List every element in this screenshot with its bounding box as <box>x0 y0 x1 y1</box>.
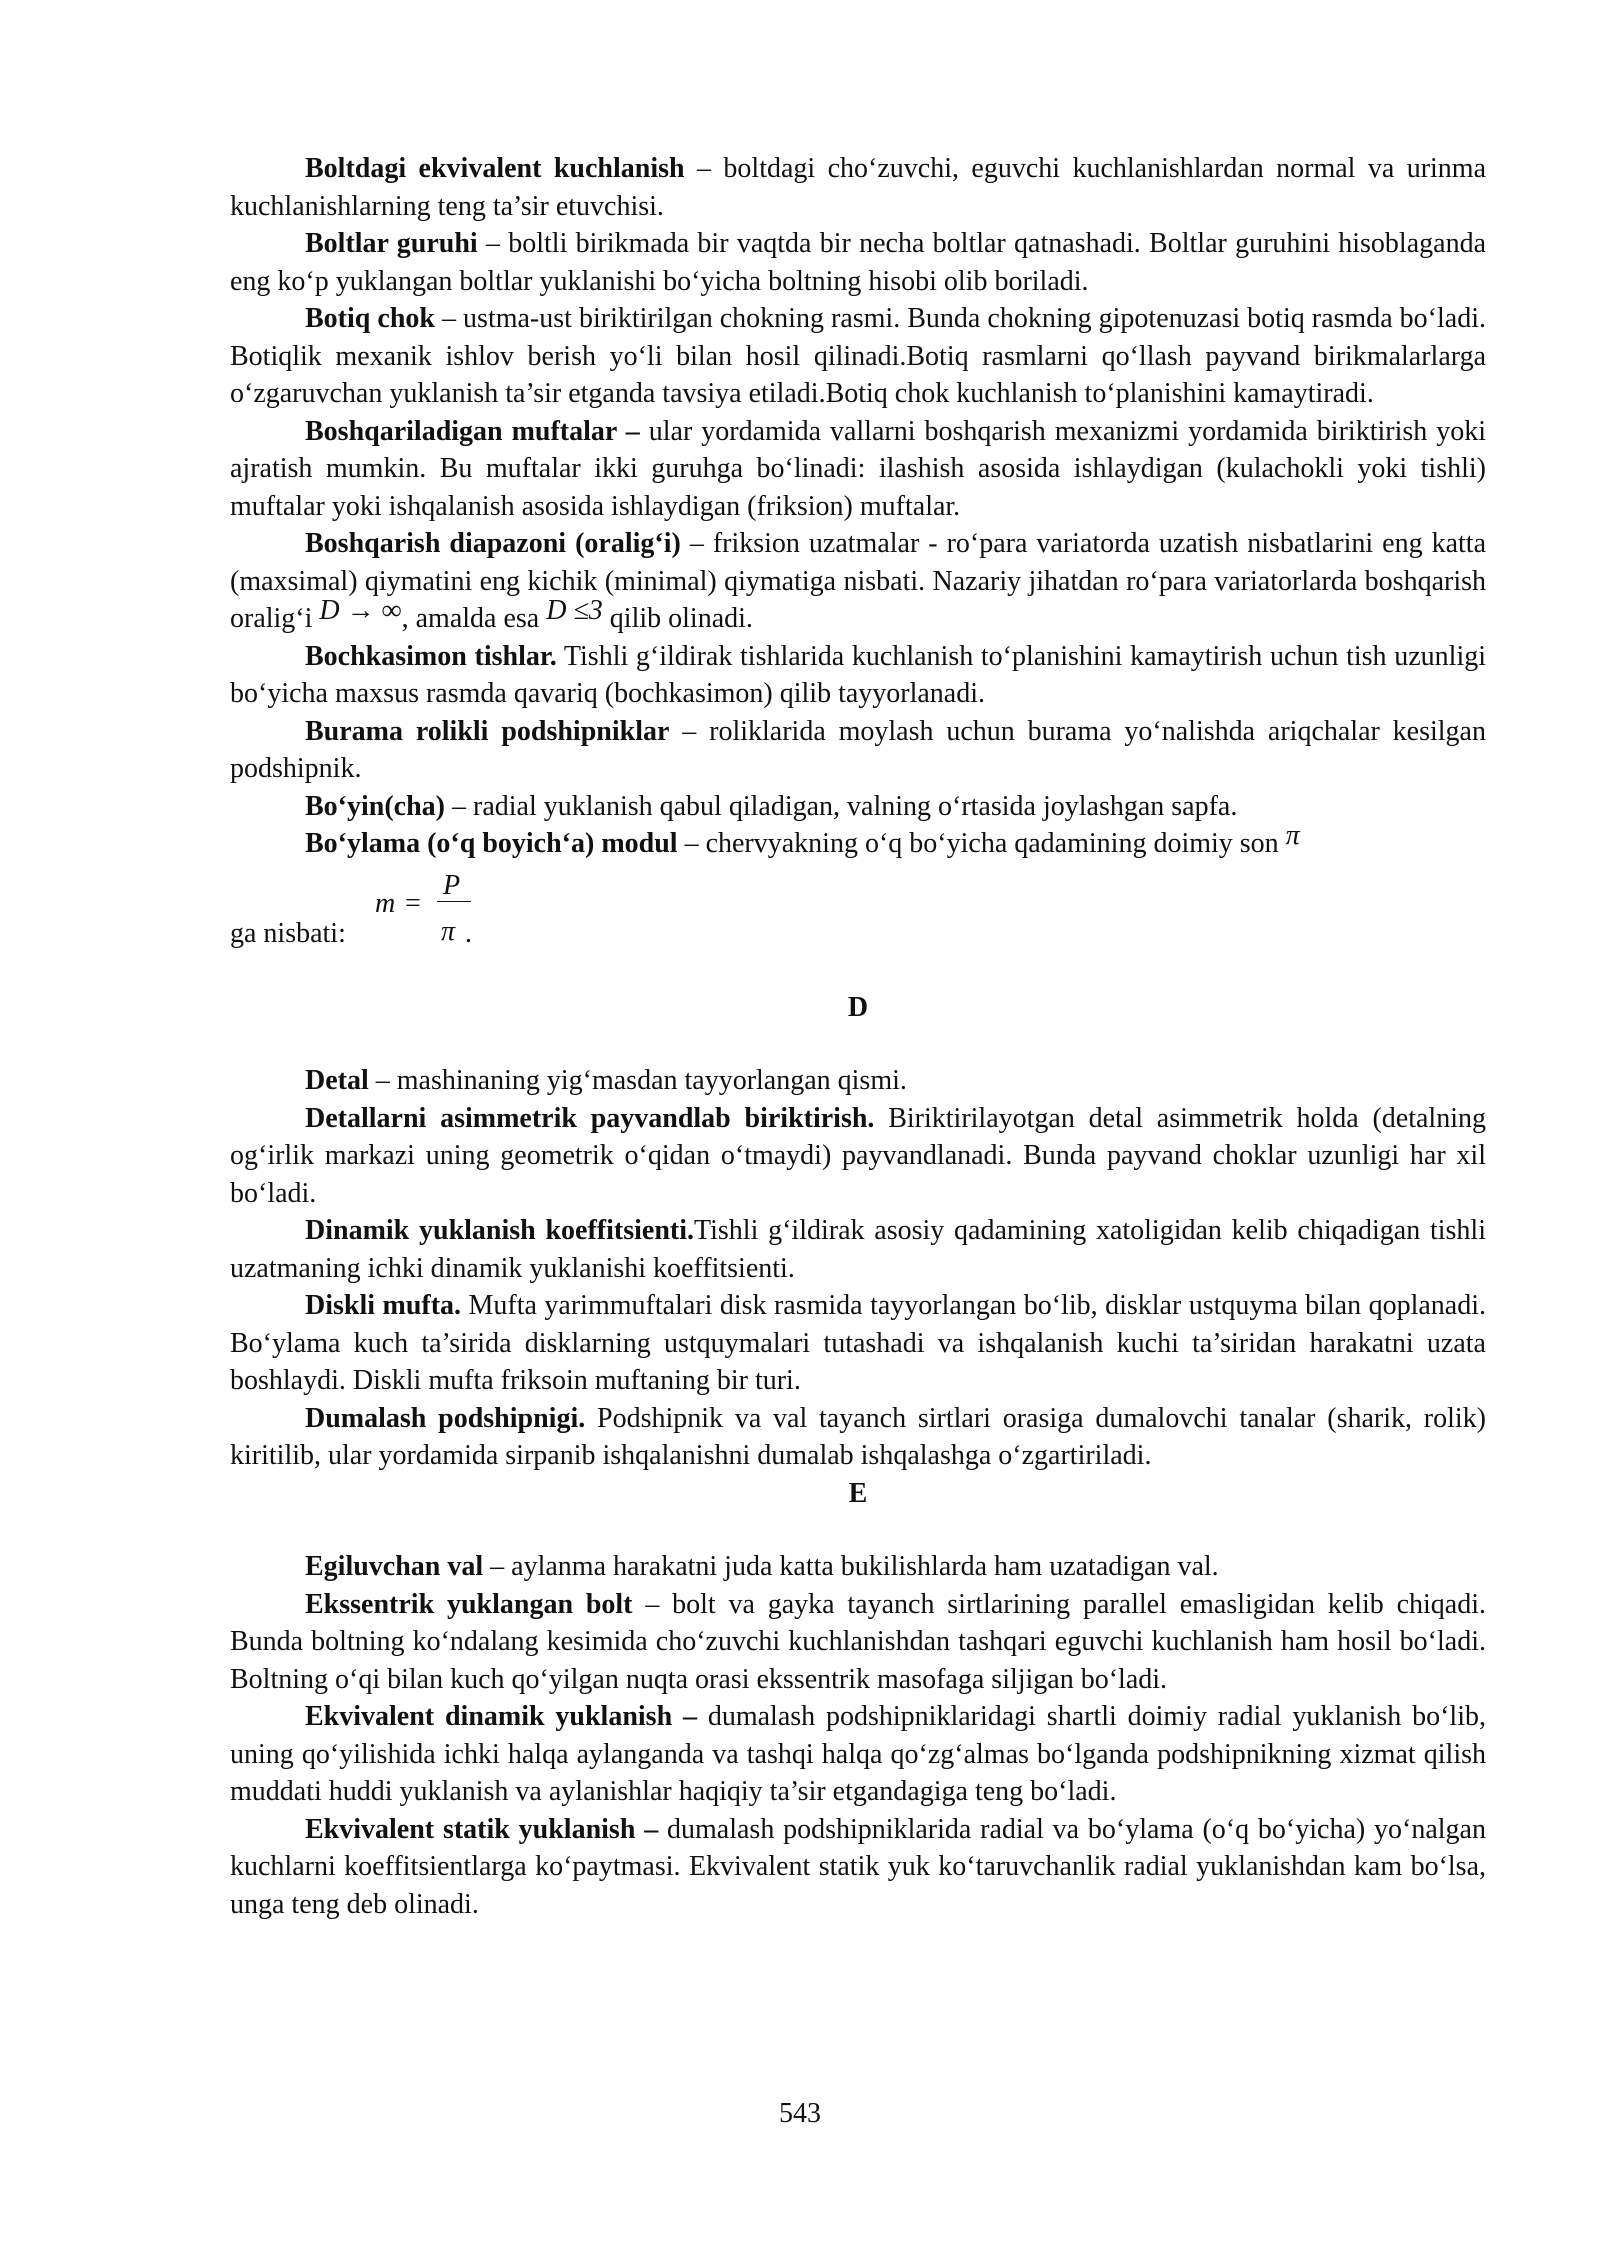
section-heading-e: E <box>848 1477 868 1509</box>
entry-term: Diskli mufta. <box>305 1290 462 1321</box>
entry-term: Botiq chok <box>305 303 435 334</box>
entry-term: Ekvivalent statik yuklanish – <box>305 1813 659 1845</box>
glossary-entry <box>230 1586 1486 1699</box>
entry-definition-end: qilib olinadi. <box>602 603 753 634</box>
entry-term: Dinamik yuklanish koeffitsienti. <box>305 1215 695 1246</box>
entry-definition: ular yordamida vallarni boshqarish mexanizmi yordamida biriktirish yoki ajratish mumkin. Bu muftalar ikki guruhga bo‘linadi: ilashish asosida ishlaydigan (kulachokli yoki tishli) muftalar yoki ishqalanish asosida ishlaydigan (friksion) muftalar. <box>230 415 1486 522</box>
glossary-entry <box>230 1100 1486 1213</box>
pi-symbol: π <box>1285 820 1300 851</box>
entry-term: Detal <box>305 1065 369 1096</box>
glossary-entry <box>230 1548 1486 1586</box>
entry-definition: – friksion uzatmalar - ro‘para variatorda uzatish nisbatlarini eng katta (maxsimal) qiymatini eng kichik (minimal) qiymatiga nisbati. Nazariy jihatdan ro‘para variatorlarda boshqarish oralig‘i <box>230 528 1486 634</box>
formula-numerator: P <box>443 869 461 901</box>
entry-definition: Tishli g‘ildirak asosiy qadamining xatoligidan kelib chiqadigan tishli uzatmaning ichki dinamik yuklanishi koeffitsienti. <box>230 1215 1486 1284</box>
entry-definition: – mashinaning yig‘masdan tayyorlangan qismi. <box>368 1065 907 1096</box>
entry-definition: Mufta yarimmuftalari disk rasmida tayyorlangan bo‘lib, disklar ustquyma bilan qoplanadi. Bo‘ylama kuch ta’sirida disklarning ustquymalari tutashadi va ishqalanish kuchi ta’siridan harakatni uzata boshlaydi. Diskli mufta friksoin muftaning bir turi. <box>230 1290 1486 1396</box>
entry-term: Burama rolikli podshipniklar <box>305 715 670 747</box>
entry-term: Dumalash podshipnigi. <box>305 1402 586 1434</box>
modul-formula-line <box>230 863 1486 953</box>
formula-denominator: π <box>441 915 456 947</box>
entry-definition: – chervyakning o‘q bo‘yicha qadamining doimiy son <box>677 828 1286 859</box>
entry-term: Boltlar guruhi <box>305 228 478 259</box>
formula-m: m <box>375 887 396 919</box>
entry-definition: – radial yuklanish qabul qiladigan, valning o‘rtasida joylashgan sapfa. <box>445 790 1238 822</box>
page-body <box>230 150 1486 1923</box>
entry-definition: – ustma-ust biriktirilgan chokning rasmi. Bunda chokning gipotenuzasi botiq rasmda bo‘ladi. Botiqlik mexanik ishlov berish yo‘li bilan hosil qilinadi.Botiq rasmlarni qo‘llash payvand birikmalarlarga o‘zgaruvchan yuklanish ta’sir etganda tavsiya etiladi.Botiq chok kuchlanish to‘planishini kamaytiradi. <box>230 303 1486 409</box>
entry-term: Bochkasimon tishlar. <box>305 640 557 672</box>
glossary-entry <box>230 300 1486 413</box>
entry-term: Ekvivalent dinamik yuklanish – <box>305 1701 697 1732</box>
entry-term: Boltdagi ekvivalent kuchlanish <box>305 153 685 184</box>
formula-d-infinity: D → ∞ <box>319 595 402 626</box>
entry-definition-cont: , amalda esa <box>401 603 547 634</box>
entry-term: Egiluvchan val <box>305 1551 484 1582</box>
entry-definition: – boltdagi cho‘zuvchi, eguvchi kuchlanishlardan normal va urinma kuchlanishlarning teng ta’sir etuvchisi. <box>230 153 1486 222</box>
formula-period: . <box>465 917 472 949</box>
glossary-entry <box>230 1062 1486 1100</box>
glossary-entry <box>230 1287 1486 1400</box>
glossary-entry <box>230 1400 1486 1475</box>
entry-definition: dumalash podshipniklarida radial va bo‘ylama (o‘q bo‘yicha) yo‘nalgan kuchlarni koeffitsientlarga ko‘paytmasi. Ekvivalent statik yuk ko‘taruvchanlik radial yuklanishdan kam bo‘lsa, unga teng deb olinadi. <box>230 1813 1486 1920</box>
formula-d-le-3: D ≤3 <box>546 595 603 626</box>
entry-definition: – roliklarida moylash uchun burama yo‘nalishda ariqchalar kesilgan podshipnik. <box>230 715 1486 784</box>
glossary-entry <box>230 150 1486 225</box>
entry-term: Boshqariladigan muftalar – <box>305 415 640 447</box>
page-number: 543 <box>779 2098 821 2129</box>
entry-definition: – bolt va gayka tayanch sirtlarining parallel emasligidan kelib chiqadi. Bunda boltning ko‘ndalang kesimida cho‘zuvchi kuchlanishdan tashqari eguvchi kuchlanish ham hosil bo‘ladi. Boltning o‘qi bilan kuch qo‘yilgan nuqta orasi ekssentrik masofaga siljigan bo‘ladi. <box>230 1588 1487 1695</box>
entry-term: Bo‘ylama (o‘q boyich‘a) modul <box>305 828 678 859</box>
entry-definition: Biriktirilayotgan detal asimmetrik holda (detalning og‘irlik markazi uning geometrik o‘qidan o‘tmaydi) payvandlanadi. Bunda payvand choklar uzunligi har xil bo‘ladi. <box>230 1102 1486 1209</box>
entry-definition: – boltli birikmada bir vaqtda bir necha boltlar qatnashadi. Boltlar guruhini hisoblaganda eng ko‘p yuklangan boltlar yuklanishi bo‘yicha boltning hisobi olib boriladi. <box>230 228 1486 297</box>
glossary-entry <box>230 413 1486 526</box>
entry-term: Boshqarish diapazoni (oralig‘i) <box>305 528 681 559</box>
glossary-entry <box>230 638 1486 713</box>
glossary-entry <box>230 1698 1486 1811</box>
section-heading-d: D <box>847 991 869 1023</box>
entry-definition: dumalash podshipniklaridagi shartli doimiy radial yuklanish bo‘lib, uning qo‘yilishida ichki halqa aylanganda va tashqi halqa qo‘zg‘almas bo‘lganda podshipnikning xizmat qilish muddati huddi yuklanish va aylanishlar haqiqiy ta’sir etgandagiga teng bo‘ladi. <box>230 1701 1486 1807</box>
glossary-entry-modul <box>230 820 1486 863</box>
glossary-entry <box>230 1811 1486 1924</box>
entry-term: Ekssentrik yuklangan bolt <box>305 1588 633 1620</box>
glossary-entry <box>230 713 1486 788</box>
glossary-entry-diapazon <box>230 525 1486 638</box>
formula-lead-text: ga nisbati: <box>230 917 346 949</box>
entry-definition: – aylanma harakatni juda katta bukilishlarda ham uzatadigan val. <box>483 1551 1219 1582</box>
formula-equals: = <box>405 887 421 919</box>
fraction-bar <box>437 901 471 903</box>
entry-term: Detallarni asimmetrik payvandlab biriktirish. <box>305 1102 875 1134</box>
entry-definition: Tishli g‘ildirak tishlarida kuchlanish to‘planishini kamaytirish uchun tish uzunligi bo‘yicha maxsus rasmda qavariq (bochkasimon) qilib tayyorlanadi. <box>230 640 1487 709</box>
glossary-entry <box>230 225 1486 300</box>
glossary-entry <box>230 1212 1486 1287</box>
entry-term: Bo‘yin(cha) <box>305 790 445 822</box>
entry-definition: Podshipnik va val tayanch sirtlari orasiga dumalovchi tanalar (sharik, rolik) kiritilib, ular yordamida sirpanib ishqalanishni dumalab ishqalashga o‘zgartiriladi. <box>230 1402 1486 1471</box>
